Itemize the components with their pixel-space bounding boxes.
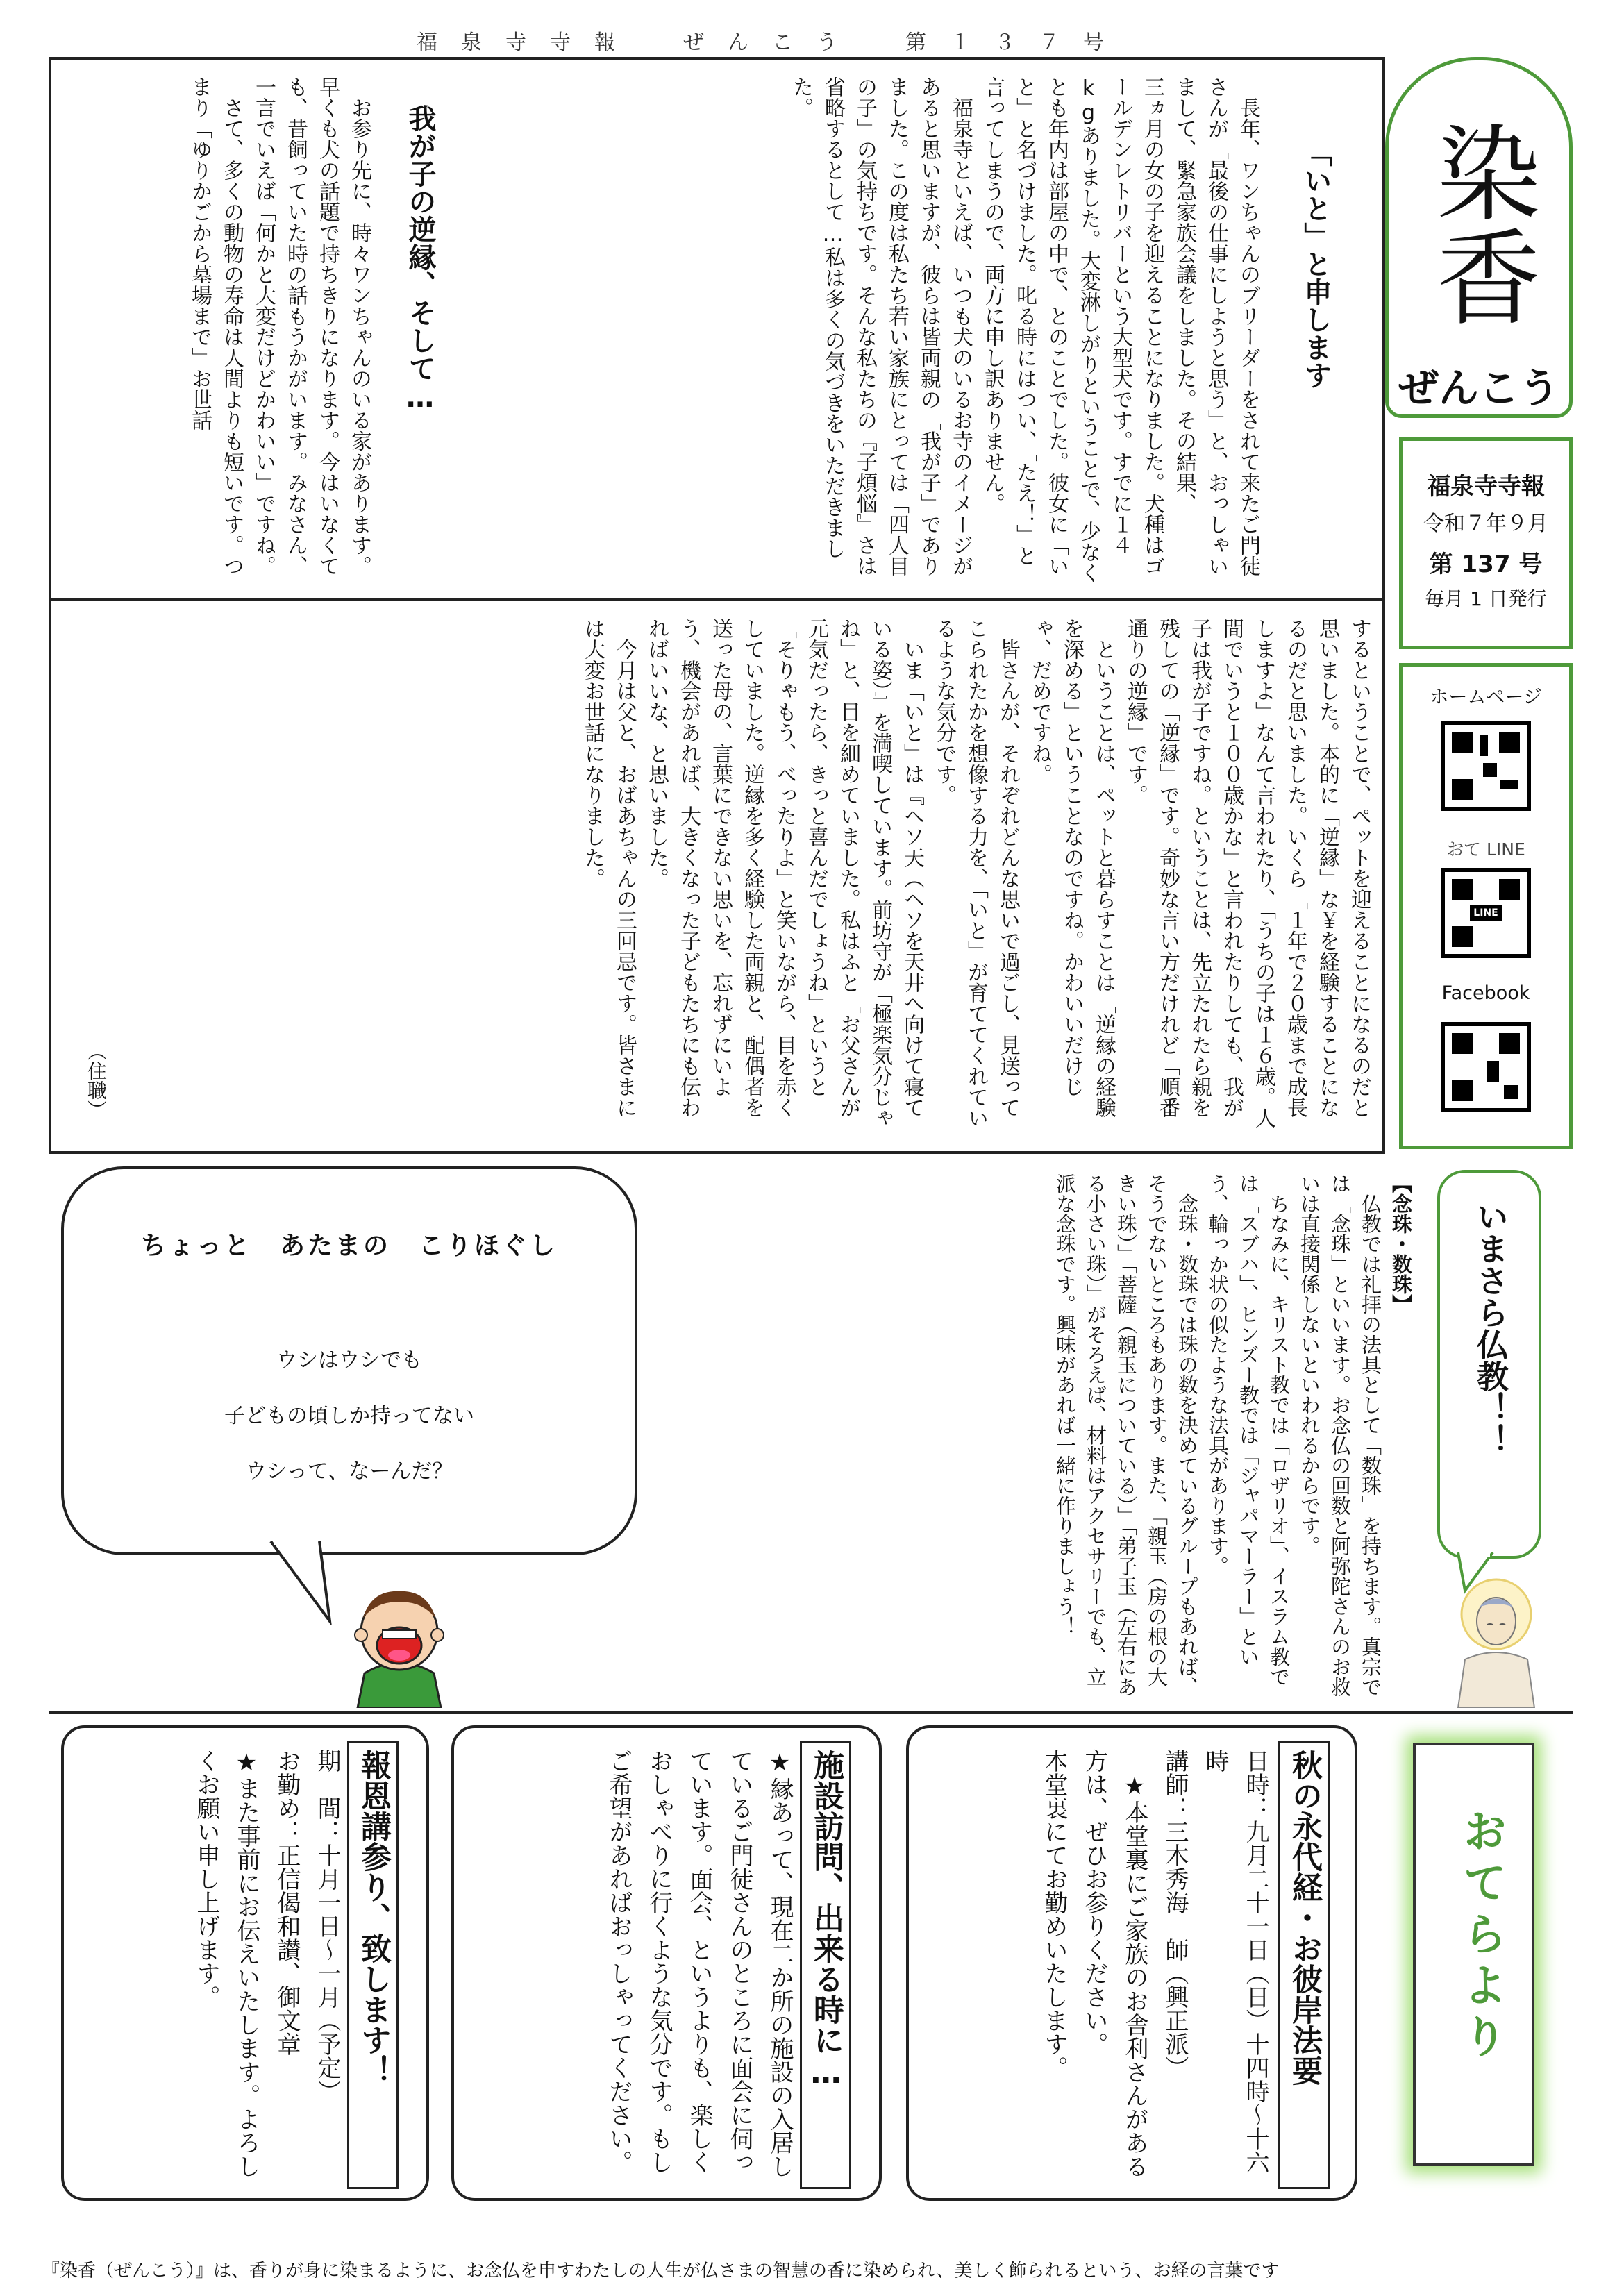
article-title-gyakuen: 我が子の逆縁、そして…	[404, 104, 436, 414]
notice-body	[474, 1749, 800, 2186]
article-column-1	[729, 76, 1264, 583]
facebook-qr[interactable]	[1441, 1022, 1531, 1112]
paragraph: するということで、ペットを迎えることになるのだと思いました。本的に「逆縁」な￥を経験することになるのだと思いました。いくら「１年で２０歳まで成長しますよ」なんて言われたり、「うちの子は１６歳。人間でいうと１００歳かな」と言われたりしても、我が子は我が子ですね。ということは、先立たれたら親を残しての「逆縁」です。奇妙な言い方だけれど「順番通りの逆縁」です。	[1123, 618, 1371, 1128]
buddhism-heading: 【念珠・数珠】	[1389, 1173, 1413, 1314]
notice-line: お勤め：正信偈和讃、御文章	[273, 1749, 301, 2056]
notice-line: 日時：九月二十一日（日）十四時～十六時	[1201, 1749, 1269, 2174]
buddhism-body	[722, 1173, 1416, 1701]
issue-date: 令和７年９月	[1423, 512, 1548, 536]
buddhism-title-box	[1437, 1170, 1541, 1559]
paragraph: さて、多くの動物の寿命は人間よりも短いです。つまり「ゆりかごから墓場まで」お世話	[187, 76, 244, 576]
homepage-label: ホームページ	[1430, 687, 1542, 708]
line-logo: LINE	[1470, 905, 1502, 921]
issue-number: 第 137 号	[1429, 551, 1543, 578]
riddle-line: ウシはウシでも	[276, 1348, 422, 1373]
notice-line: ★また事前にお伝えいたします。よろしくお願い申し上げます。	[192, 1749, 260, 2178]
article-column-2	[69, 76, 375, 583]
paragraph: 今月は父と、おばあちゃんの三回忌です。皆さまには大変お世話になりました。	[580, 618, 637, 1118]
bubble-tail	[264, 1541, 347, 1625]
notice-body	[83, 1749, 347, 2186]
issue-info	[1399, 437, 1573, 649]
masthead-kana: ぜんこう	[1398, 364, 1559, 412]
notice-line: 本堂裏にてお勤めいたします。	[1040, 1749, 1068, 2079]
bottom-divider	[49, 1711, 1573, 1714]
notice-houonkou	[61, 1725, 429, 2201]
child-illustration	[344, 1569, 455, 1708]
paragraph: ちなみに、キリスト教では「ロザリオ」、イスラム教では「スブハ」、ヒンズー教では「ジャパマーラー」という、輪っか状の似たような法具があります。	[1206, 1173, 1291, 1687]
paragraph: 念珠・数珠では珠の数を決めているグループもあれば、そうでないところもあります。また、「親玉（房の根の大きい珠）」「菩薩（親玉についている）」「弟子玉（左右にある小さい珠）」がそろえば、材料はアクセサリーでも、立派な念珠です。興味があれば一緒に作りましょう！	[1053, 1173, 1199, 1697]
riddle-title: ちょっと あたまの こりほぐし	[140, 1232, 558, 1260]
line-qr[interactable]	[1441, 868, 1531, 958]
riddle-line: ウシって、なーんだ？	[245, 1459, 453, 1484]
paragraph: 長年、ワンちゃんのブリーダーをされて来たご門徒さんが「最後の仕事にしようと思う」と、おっしゃいまして、緊急家族会議をしました。その結果、	[1172, 76, 1260, 576]
notice-title: 秋の永代経・お彼岸法要	[1278, 1741, 1330, 2189]
notice-title: 報恩講参り、致します！	[347, 1741, 399, 2189]
riddle-bubble	[61, 1166, 637, 1555]
notice-line: ★縁あって、現在二か所の施設の入居しているご門徒さんのところに面会に伺っています。面会、というよりも、楽しくおしゃべりに行くような気分です。もしご希望があればおっしゃってください。	[605, 1749, 794, 2178]
notice-body	[928, 1749, 1275, 2186]
homepage-qr[interactable]	[1441, 721, 1531, 811]
buddhism-title: いまさら仏教！！	[1472, 1200, 1509, 1456]
masthead	[1385, 57, 1573, 418]
article-column-3	[104, 618, 1375, 1132]
issue-frequency: 毎月 1 日発行	[1425, 587, 1547, 610]
masthead-kanji: 染香	[1418, 119, 1539, 328]
paragraph: お参り先に、時々ワンちゃんのいる家があります。早くも犬の話題で持ちきりになります。今はいなくても、昔飼っていた時の話もうかがいます。みなさん、一言でいえば「何かと大変だけどかわいい」ですね。	[251, 76, 371, 576]
links-panel	[1399, 663, 1573, 1149]
paragraph: いま「いと」は『ヘソ天（ヘソを天井へ向けて寝ている姿）』を満喫しています。前坊守が「極楽気分じゃね」と、目を細めていました。私はふと「お父さんが元気だったら、きっと喜んだでしょうね」というと「そりゃもう、べったりよ」と笑いながら、目を赤くしていました。逆縁を多く経験した両親と、配偶者を送った母の、言葉にできない思いを、忘れずにいよう、機会があれば、大きくなった子どもたちにも伝わればいいな、と思いました。	[644, 618, 924, 1128]
notice-line: ★本堂裏にご家族のお舎利さんがある方は、ぜひお参りください。	[1080, 1749, 1148, 2178]
facebook-label: Facebook	[1441, 982, 1530, 1004]
paragraph: 仏教では礼拝の法具として「数珠」を持ちます。真宗では「念珠」といいます。お念仏の回数と阿弥陀さんのお救いは直接関係しないといわれるからです。	[1298, 1173, 1382, 1697]
paragraph: 三ヵ月の女の子を迎えることになりました。犬種はゴールデンレトリバーという大型犬です。すでに１４ kgありました。大変淋しがりということで、少なくとも年内は部屋の中で、とのことでした。彼女に「いと」と名づけました。叱る時にはつい、「たえ！」と言ってしまうので、両方に申し訳ありません。	[980, 76, 1164, 583]
paragraph: 福泉寺といえば、いつも犬のいるお寺のイメージがあると思いますが、彼らは皆両親の「我が子」でありました。この度は私たち若い家族にとっては「四人目の子」の気持ちです。そんな私たちの『子煩悩』さは省略するとして…私は多くの気づきをいただきました。	[789, 76, 973, 576]
article-divider	[49, 598, 1385, 601]
otayori-scroll	[1413, 1743, 1534, 2166]
notice-title: 施設訪問、出来る時に…	[800, 1741, 851, 2189]
issue-publication: 福泉寺寺報	[1427, 473, 1545, 501]
notice-shisetsu	[451, 1725, 882, 2201]
otayori-title: おてらより	[1455, 1808, 1507, 2065]
signature: （住職）	[85, 1041, 108, 1119]
notice-line: 講師：三木秀海 師（興正派）	[1161, 1749, 1189, 2079]
notice-eitaikyo	[906, 1725, 1357, 2201]
article-title-ito: 「いと」と申します	[1300, 139, 1332, 389]
header-line: 福 泉 寺 寺 報 ぜ ん こ う 第 １ ３ ７ 号	[417, 31, 1105, 55]
riddle-line: 子どもの頃しか持ってない	[224, 1404, 474, 1428]
line-label: おて LINE	[1446, 839, 1525, 860]
paragraph: ということは、ペットと暮らすことは「逆縁の経験を深める」ということなのですね。かわいいだけじゃ、だめですね。	[1028, 618, 1116, 1118]
footer-caption: 『染香（ぜんこう）』は、香りが身に染まるように、お念仏を申すわたしの人生が仏さまの智慧の香に染められ、美しく飾られるという、お経の言葉です	[42, 2261, 1280, 2281]
paragraph: 皆さんが、それぞれどんな思いで過ごし、見送ってこられたかを想像する力を、「いと」が育ててくれているような気分です。	[932, 618, 1020, 1128]
buddha-icon	[1444, 1576, 1548, 1708]
notice-line: 期 間：十月一日～一月（予定）	[313, 1749, 341, 2103]
